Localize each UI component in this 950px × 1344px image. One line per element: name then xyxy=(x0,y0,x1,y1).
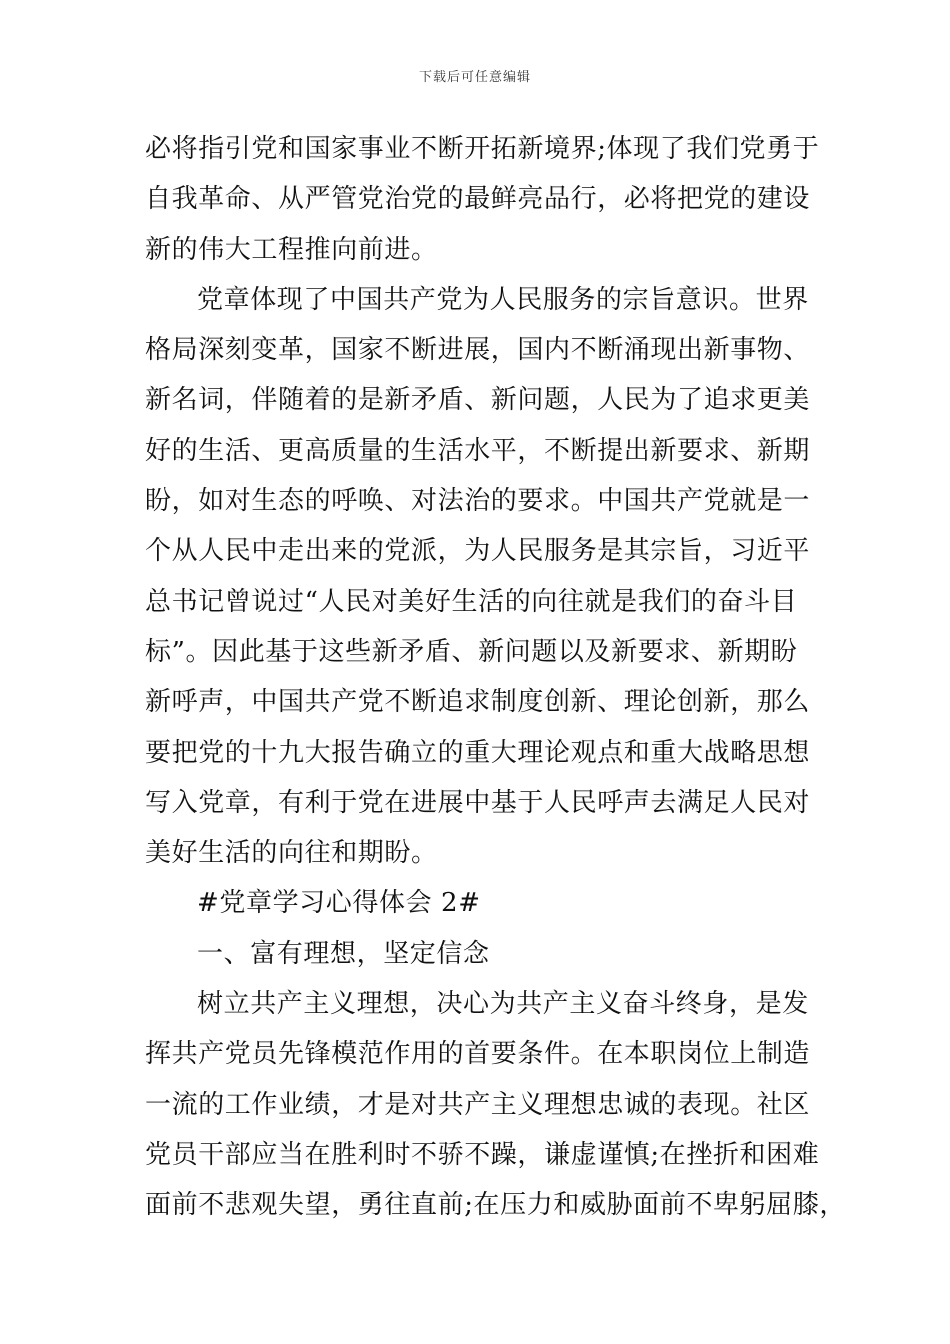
text-line: 总书记曾说过“人民对美好生活的向往就是我们的奋斗目 xyxy=(145,586,798,617)
text-line: 写入党章，有利于党在进展中基于人民呼声去满足人民对 xyxy=(145,787,811,818)
text-line: 新的伟大工程推向前进。 xyxy=(145,234,438,265)
text-line: 好的生活、更高质量的生活水平，不断提出新要求、新期 xyxy=(145,435,811,466)
text-line: 必将指引党和国家事业不断开拓新境界;体现了我们党勇于 xyxy=(145,134,820,164)
text-line: 新名词，伴随着的是新矛盾、新问题，人民为了追求更美 xyxy=(145,385,811,416)
header-note: 下载后可任意编辑 xyxy=(418,70,531,85)
text-line: 党员干部应当在胜利时不骄不躁，谦虚谨慎;在挫折和困难 xyxy=(145,1139,820,1170)
text-line: 标”。因此基于这些新矛盾、新问题以及新要求、新期盼 xyxy=(145,636,798,667)
text-line: 盼，如对生态的呼唤、对法治的要求。中国共产党就是一 xyxy=(145,486,811,517)
section-heading: #党章学习心得体会 2# xyxy=(197,888,481,919)
text-line: 个从人民中走出来的党派，为人民服务是其宗旨，习近平 xyxy=(145,536,811,567)
text-line: 美好生活的向往和期盼。 xyxy=(145,838,438,869)
text-line: 格局深刻变革，国家不断进展，国内不断涌现出新事物、 xyxy=(145,335,811,366)
paragraph-start-line: 树立共产主义理想，决心为共产主义奋斗终身，是发 xyxy=(197,989,809,1020)
document-body xyxy=(145,124,846,1231)
text-line: 面前不悲观失望，勇往直前;在压力和威胁面前不卑躬屈膝， xyxy=(145,1190,846,1221)
subsection-heading: 一、富有理想，坚定信念 xyxy=(197,938,490,969)
paragraph-start-line: 党章体现了中国共产党为人民服务的宗旨意识。世界 xyxy=(197,284,809,315)
text-line: 要把党的十九大报告确立的重大理论观点和重大战略思想 xyxy=(145,737,811,768)
text-line: 挥共产党员先锋模范作用的首要条件。在本职岗位上制造 xyxy=(145,1039,811,1070)
text-line: 自我革命、从严管党治党的最鲜亮品行，必将把党的建设 xyxy=(145,184,811,215)
text-line: 一流的工作业绩，才是对共产主义理想忠诚的表现。社区 xyxy=(145,1089,811,1120)
text-line: 新呼声，中国共产党不断追求制度创新、理论创新，那么 xyxy=(145,687,811,718)
